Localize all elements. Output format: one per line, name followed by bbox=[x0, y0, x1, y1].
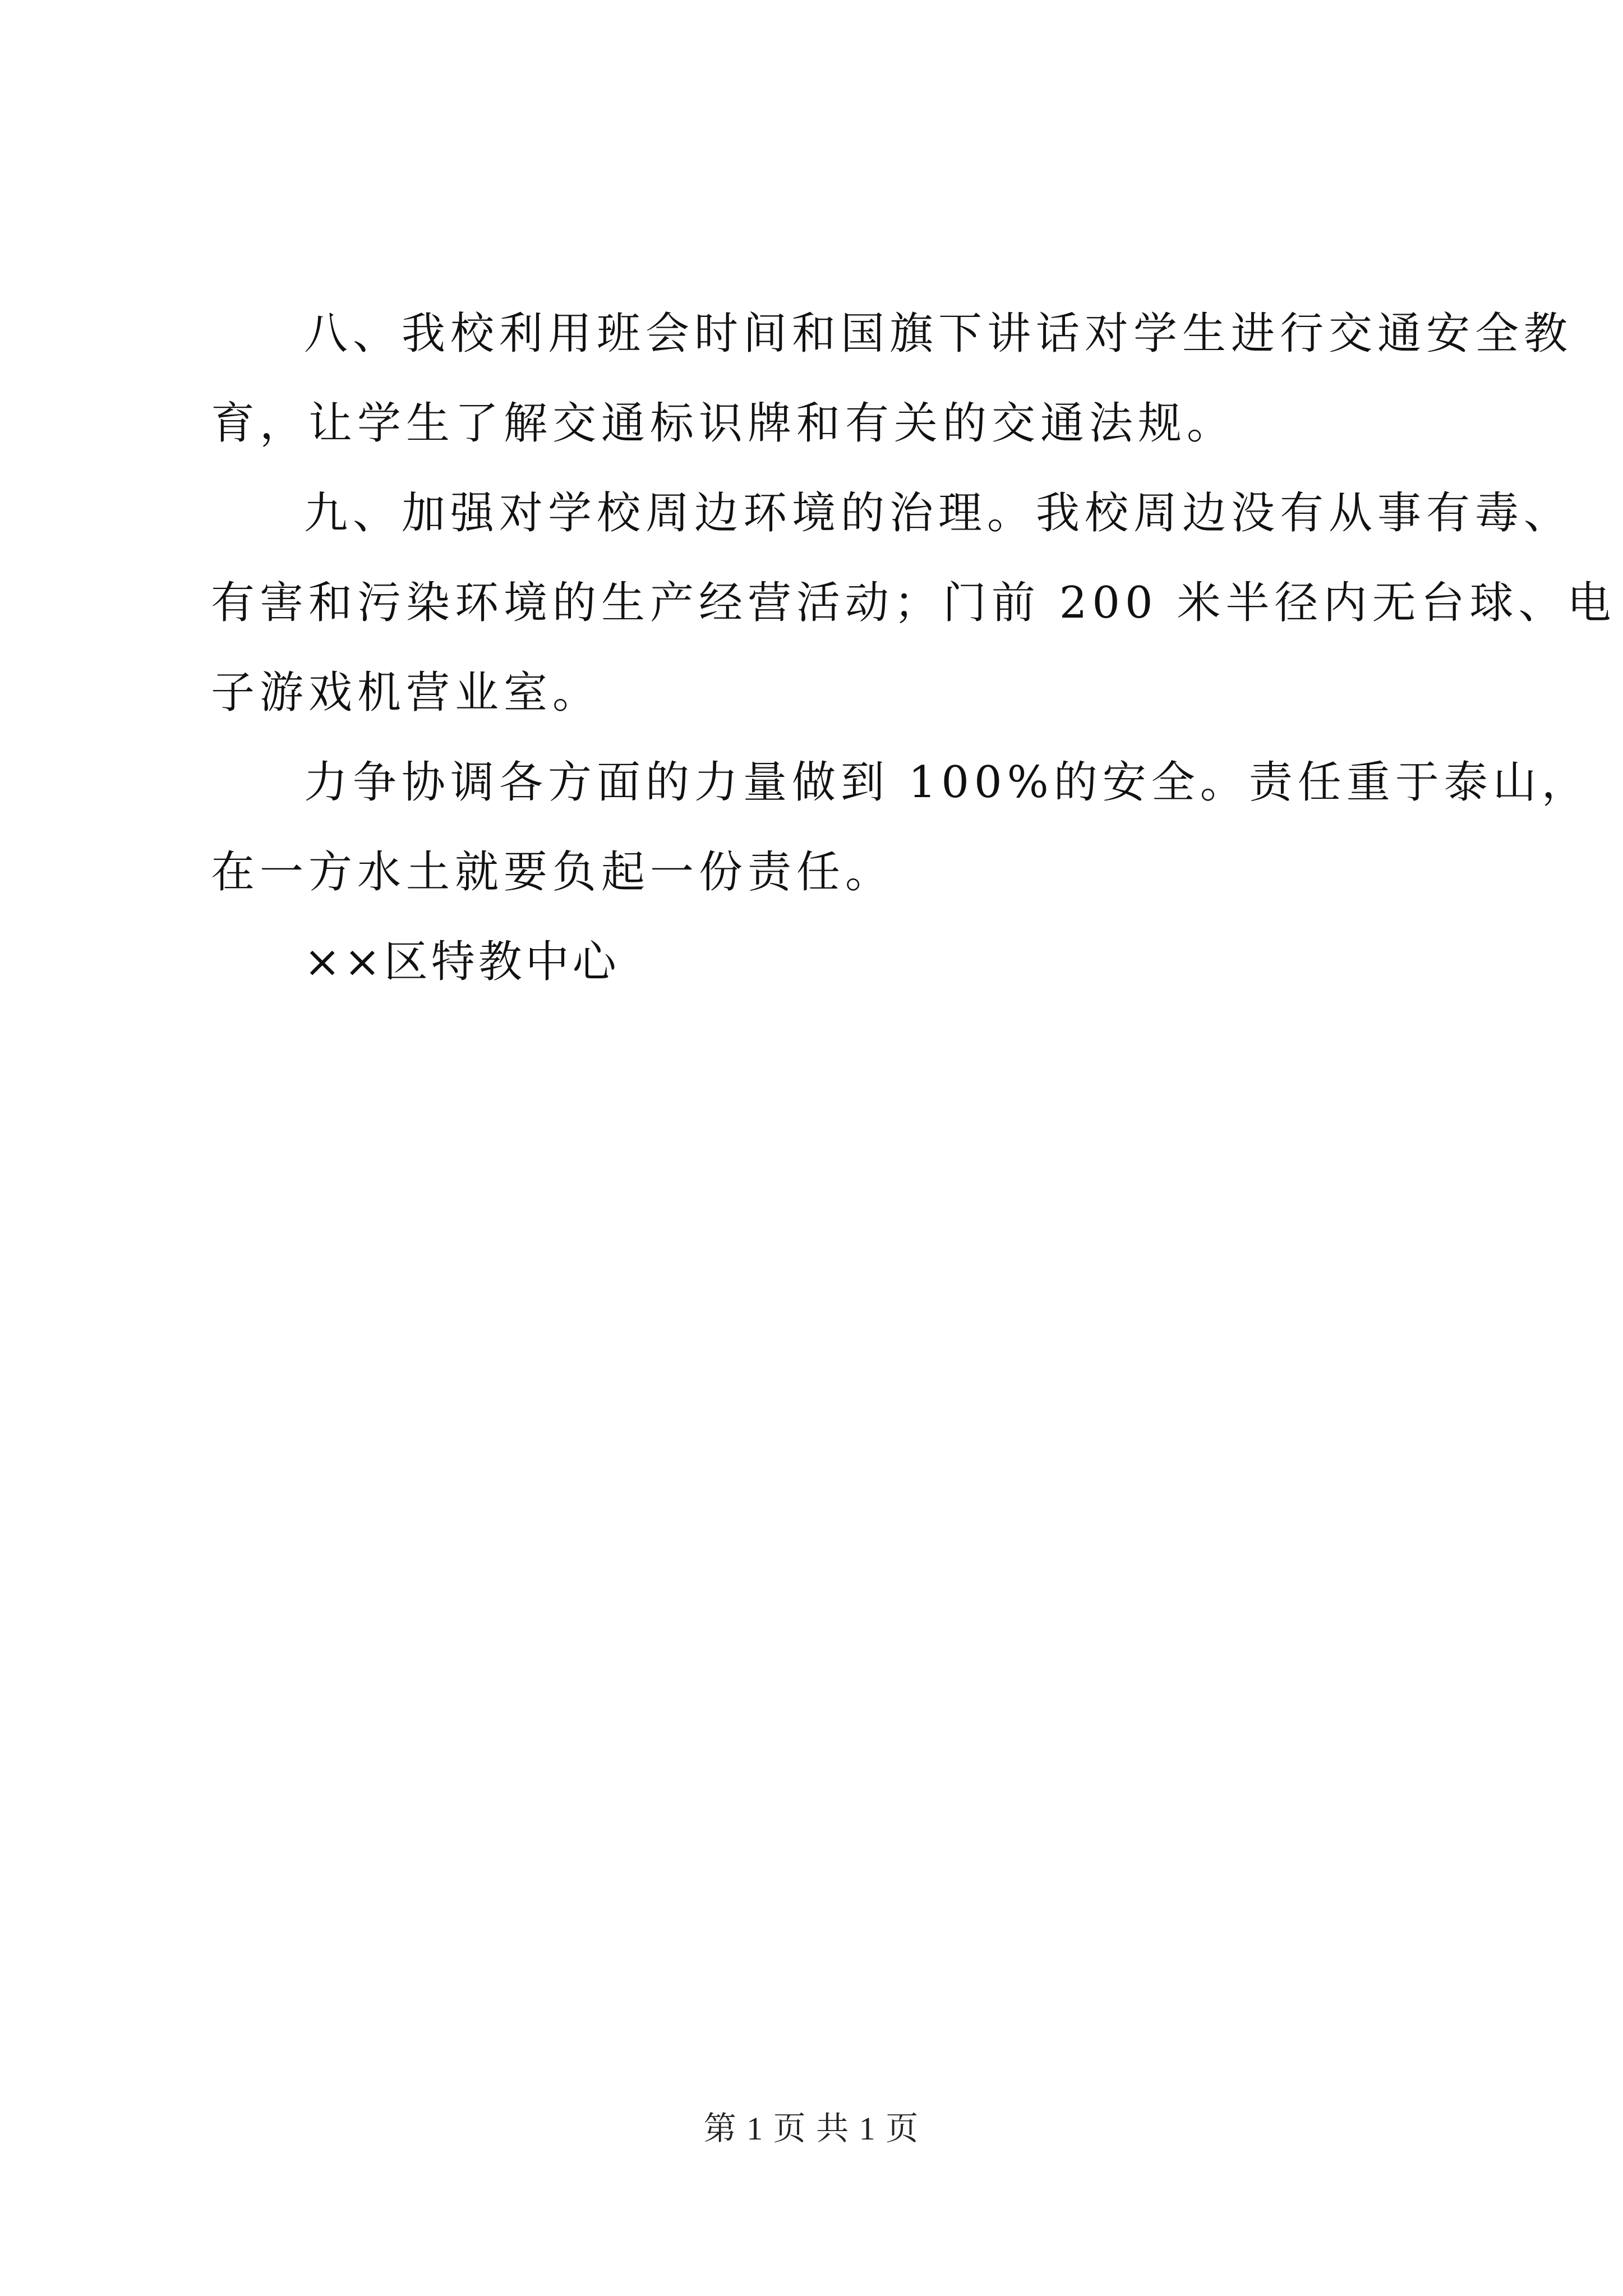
text-line: 九、加强对学校周边环境的治理。我校周边没有从事有毒、 bbox=[304, 488, 1573, 539]
text-line: 子游戏机营业室。 bbox=[211, 668, 602, 718]
text-line: 力争协调各方面的力量做到 100%的安全。责任重于泰山， bbox=[304, 757, 1590, 808]
page-number-label: 第 1 页 共 1 页 bbox=[703, 2110, 920, 2147]
text-line: 八、我校利用班会时间和国旗下讲话对学生进行交通安全教 bbox=[304, 309, 1573, 359]
page-footer bbox=[0, 2106, 1623, 2151]
text-line: 育，让学生了解交通标识牌和有关的交通法规。 bbox=[211, 398, 1236, 449]
document-body bbox=[211, 289, 1616, 1007]
paragraph-conclusion bbox=[211, 738, 1590, 917]
paragraph-8 bbox=[211, 289, 1573, 468]
signature: ××区特教中心 bbox=[304, 937, 620, 987]
text-line: 有害和污染环境的生产经营活动；门前 200 米半径内无台球、电 bbox=[211, 578, 1616, 628]
paragraph-9 bbox=[211, 468, 1616, 738]
text-line: 在一方水土就要负起一份责任。 bbox=[211, 847, 895, 898]
